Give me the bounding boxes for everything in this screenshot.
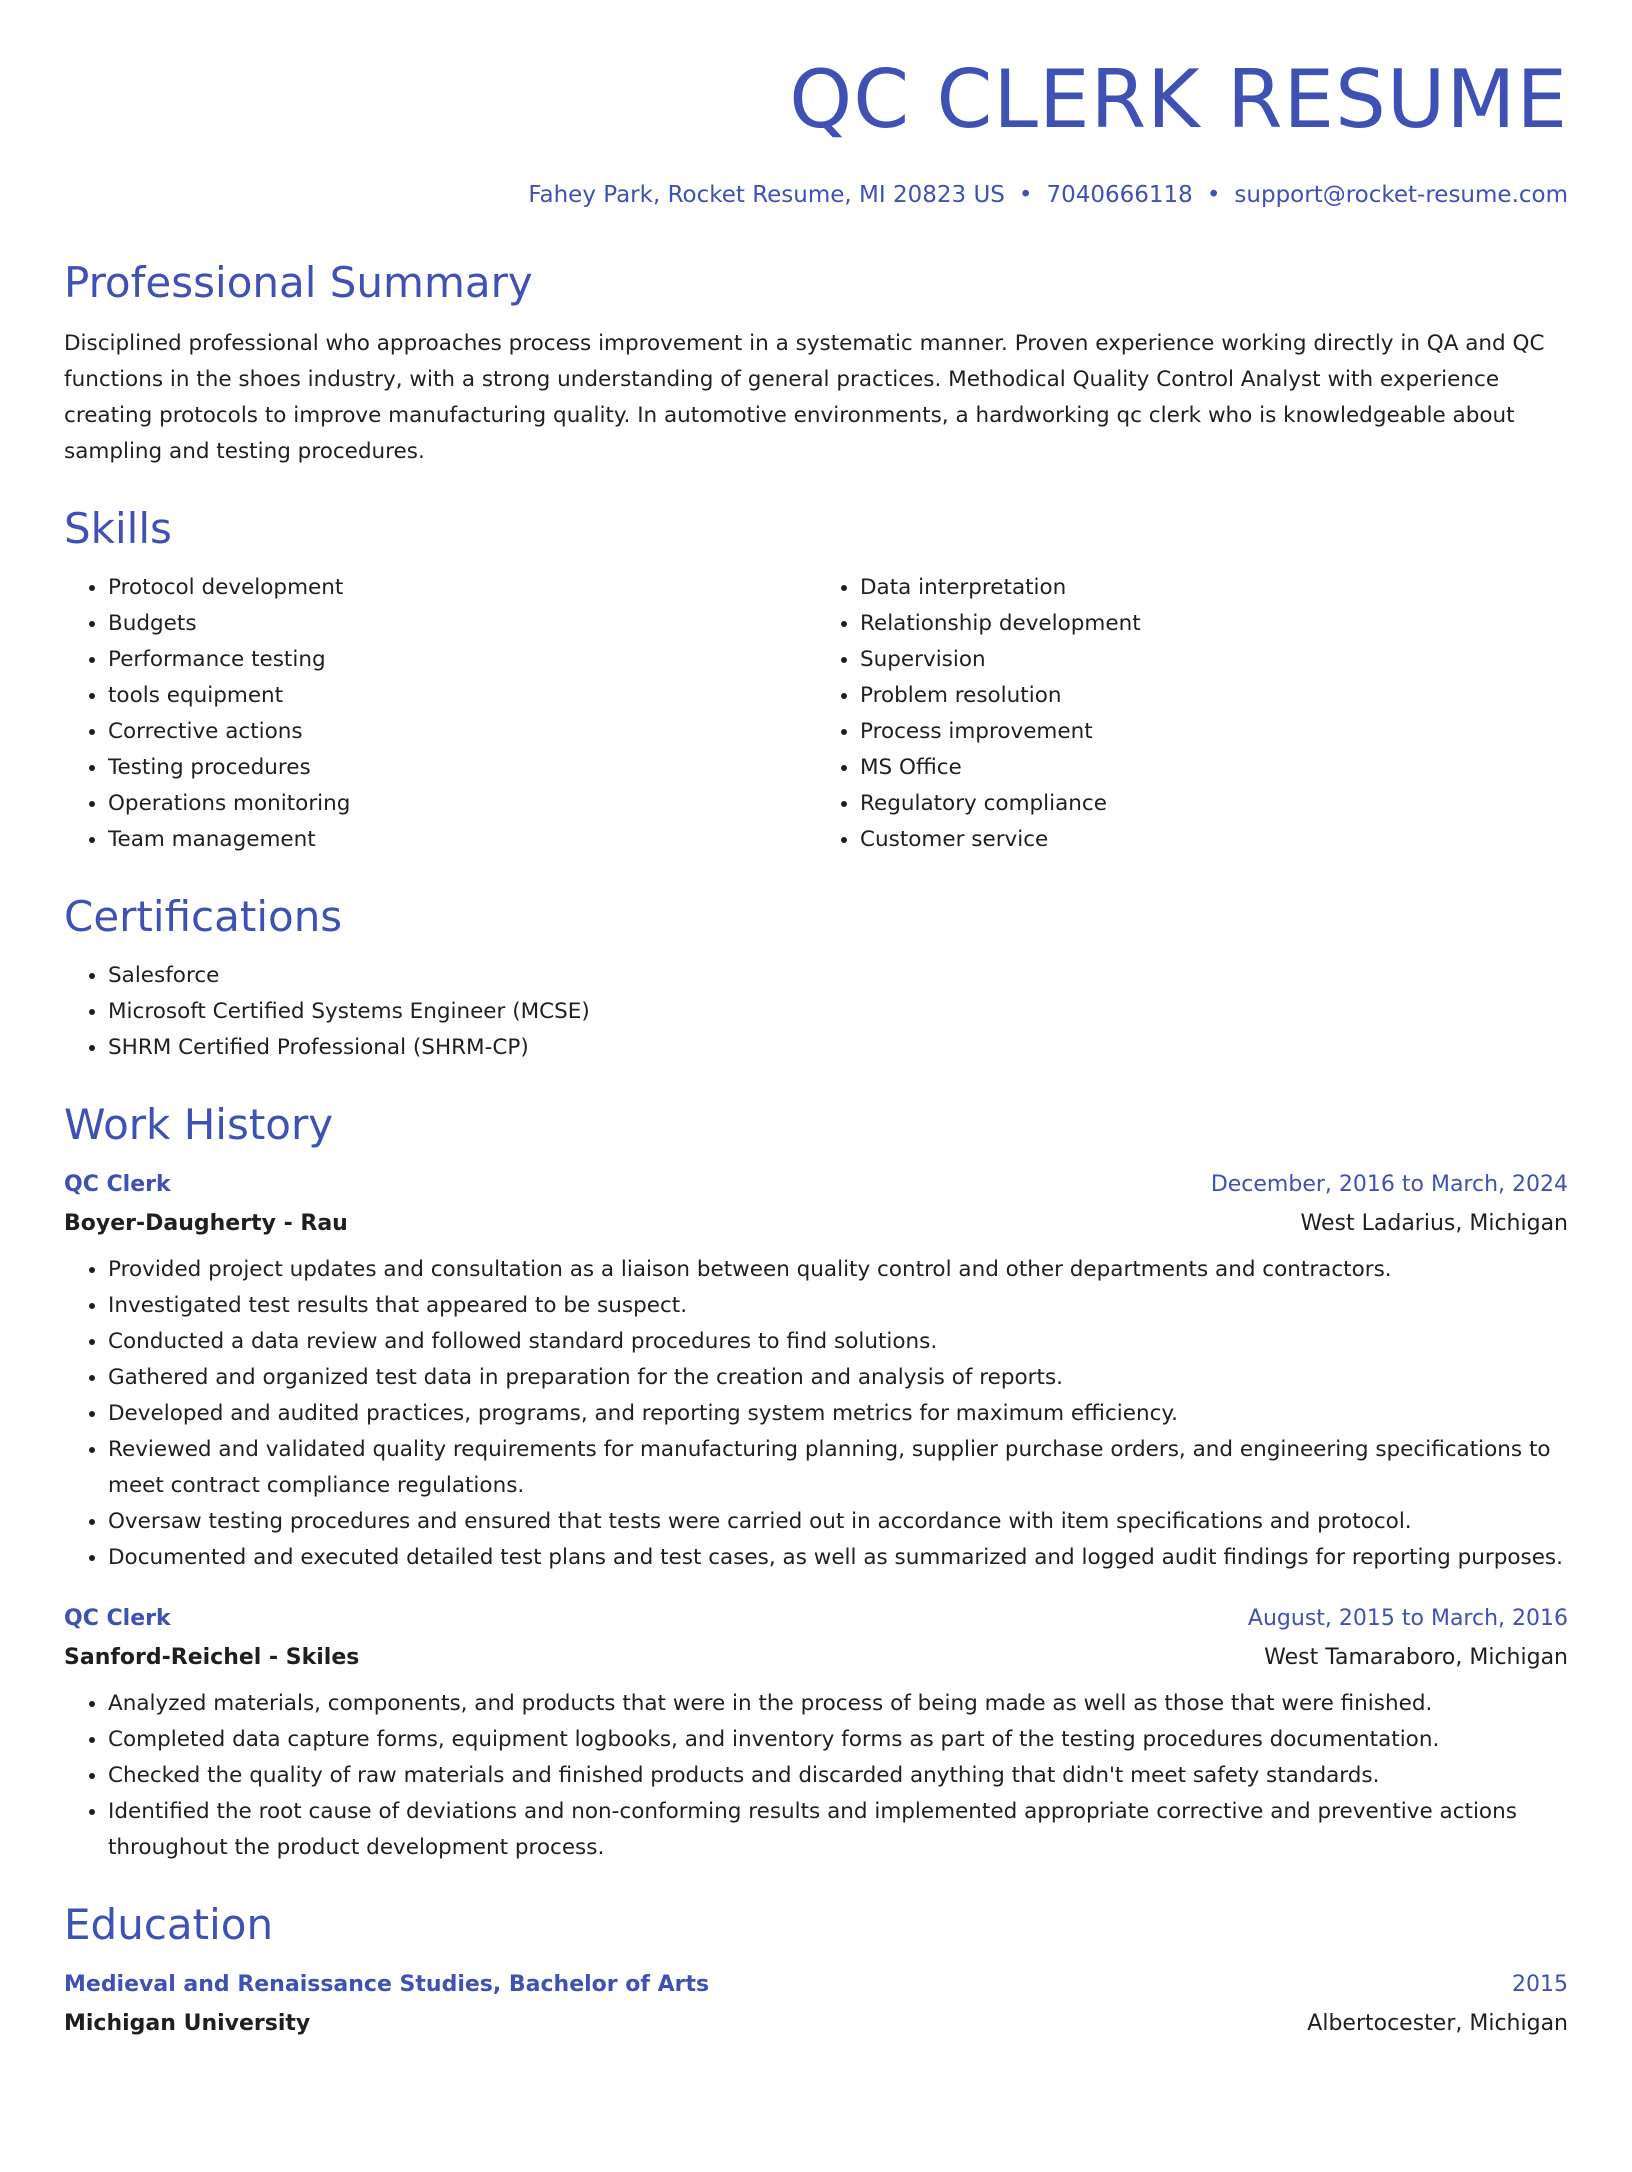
skill-item: • Performance testing: [108, 642, 816, 678]
contact-line: [64, 182, 1568, 208]
skill-item: • tools equipment: [108, 678, 816, 714]
education-location: Albertocester, Michigan: [1307, 2011, 1568, 2036]
job-location: West Tamaraboro, Michigan: [1264, 1645, 1568, 1670]
skill-item: • Supervision: [860, 642, 1568, 678]
skills-list: [64, 570, 1568, 858]
job-bullet: • Gathered and organized test data in preparation for the creation and analysis of reports.: [108, 1360, 1568, 1396]
job-bullet: • Identified the root cause of deviations and non-conforming results and implemented appropriate corrective and preventive actions throughout the product development process.: [108, 1794, 1568, 1866]
summary-text: Disciplined professional who approaches process improvement in a systematic manner. Proven experience working directly in QA and QC functions in the shoes industry, with a strong understanding of general practices. Methodical Quality Control Analyst with experience creating protocols to improve manufacturing quality. In automotive environments, a hardworking qc clerk who is knowledgeable about sampling and testing procedures.: [64, 331, 1545, 464]
skill-item: • Corrective actions: [108, 714, 816, 750]
job-bullet: • Conducted a data review and followed standard procedures to find solutions.: [108, 1324, 1568, 1360]
education-school: Michigan University: [64, 2011, 311, 2036]
job-bullet: • Provided project updates and consultation as a liaison between quality control and other departments and contractors.: [108, 1252, 1568, 1288]
job-dates: December, 2016 to March, 2024: [1210, 1172, 1568, 1197]
contact-phone: 7040666118: [1046, 182, 1193, 208]
job-bullet: • Oversaw testing procedures and ensured that tests were carried out in accordance with item specifications and protocol.: [108, 1504, 1568, 1540]
job-bullet: • Completed data capture forms, equipment logbooks, and inventory forms as part of the testing procedures documentation.: [108, 1722, 1568, 1758]
skill-item: • Relationship development: [860, 606, 1568, 642]
skill-item: • Data interpretation: [860, 570, 1568, 606]
education-year: 2015: [1512, 1972, 1568, 1997]
skill-item: • Testing procedures: [108, 750, 816, 786]
contact-email: support@rocket-resume.com: [1234, 182, 1568, 208]
skill-item: • Budgets: [108, 606, 816, 642]
job-entry: [64, 1172, 1568, 1576]
certifications-heading: Certifications: [64, 892, 343, 941]
skill-item: • Customer service: [860, 822, 1568, 858]
job-bullet: • Developed and audited practices, programs, and reporting system metrics for maximum efficiency.: [108, 1396, 1568, 1432]
skill-item: • Protocol development: [108, 570, 816, 606]
job-bullet: • Reviewed and validated quality requirements for manufacturing planning, supplier purchase orders, and engineering specifications to meet contract compliance regulations.: [108, 1432, 1568, 1504]
job-title: QC Clerk: [64, 1606, 171, 1631]
skill-item: • Process improvement: [860, 714, 1568, 750]
skills-heading: Skills: [64, 504, 172, 553]
job-company: Boyer-Daugherty - Rau: [64, 1211, 348, 1236]
contact-separator: •: [1206, 182, 1221, 208]
skill-item: • Operations monitoring: [108, 786, 816, 822]
skill-item: • MS Office: [860, 750, 1568, 786]
job-bullets: [64, 1686, 1568, 1866]
job-title: QC Clerk: [64, 1172, 171, 1197]
work-history-heading: Work History: [64, 1100, 334, 1149]
certification-item: • SHRM Certified Professional (SHRM-CP): [108, 1030, 1568, 1066]
resume-page: [0, 53, 1632, 2172]
skills-column-right: [816, 570, 1568, 858]
contact-address: Fahey Park, Rocket Resume, MI 20823 US: [528, 182, 1005, 208]
resume-title: QC CLERK RESUME: [789, 53, 1568, 146]
job-dates: August, 2015 to March, 2016: [1247, 1606, 1568, 1631]
job-bullet: • Investigated test results that appeared to be suspect.: [108, 1288, 1568, 1324]
job-company: Sanford-Reichel - Skiles: [64, 1645, 360, 1670]
job-bullet: • Documented and executed detailed test plans and test cases, as well as summarized and logged audit findings for reporting purposes.: [108, 1540, 1568, 1576]
education-degree: Medieval and Renaissance Studies, Bachelor of Arts: [64, 1972, 710, 1997]
job-entry: [64, 1606, 1568, 1866]
summary-heading: Professional Summary: [64, 258, 533, 307]
education-entry: [64, 1972, 1568, 2036]
job-bullet: • Checked the quality of raw materials and finished products and discarded anything that didn't meet safety standards.: [108, 1758, 1568, 1794]
contact-separator: •: [1018, 182, 1033, 208]
job-bullet: • Analyzed materials, components, and products that were in the process of being made as well as those that were finished.: [108, 1686, 1568, 1722]
certifications-list: [64, 958, 1568, 1066]
job-location: West Ladarius, Michigan: [1300, 1211, 1568, 1236]
job-bullets: [64, 1252, 1568, 1576]
skill-item: • Problem resolution: [860, 678, 1568, 714]
education-heading: Education: [64, 1900, 274, 1949]
skills-column-left: [64, 570, 816, 858]
skill-item: • Regulatory compliance: [860, 786, 1568, 822]
skill-item: • Team management: [108, 822, 816, 858]
certification-item: • Salesforce: [108, 958, 1568, 994]
certification-item: • Microsoft Certified Systems Engineer (MCSE): [108, 994, 1568, 1030]
